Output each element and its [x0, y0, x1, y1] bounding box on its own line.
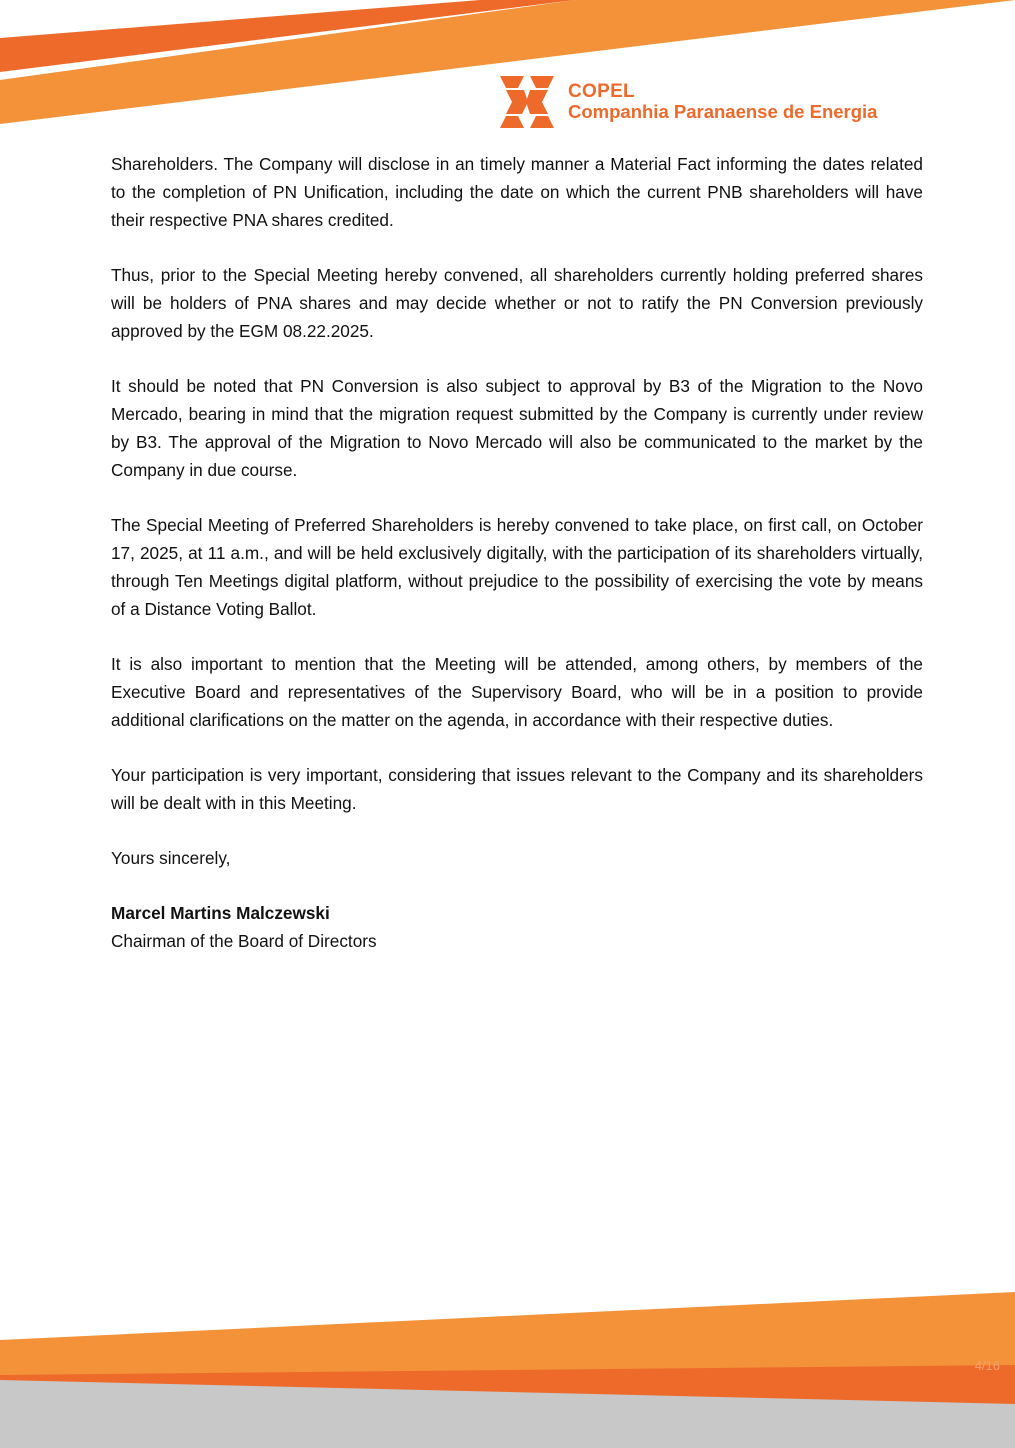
- paragraph: The Special Meeting of Preferred Shareholders is hereby convened to take place, on first call, on October 17, 2025, at 11 a.m., and will be held exclusively digitally, with the participation of its shareholders virtually, through Ten Meetings digital platform, without prejudice to the possibility of exercising the vote by means of a Distance Voting Ballot.: [111, 515, 923, 619]
- footer-decoration: [0, 1280, 1015, 1448]
- company-logo: [498, 74, 877, 130]
- logo-name: COPEL: [568, 81, 635, 102]
- letter-body: [111, 150, 923, 955]
- signature-title: Chairman of the Board of Directors: [111, 931, 377, 951]
- signature-name: Marcel Martins Malczewski: [111, 903, 330, 923]
- copel-logo-icon: [498, 74, 556, 130]
- paragraph: Shareholders. The Company will disclose in an timely manner a Material Fact informing the dates related to the completion of PN Unification, including the date on which the current PNB shareholders will have their respective PNA shares credited.: [111, 154, 923, 230]
- paragraph: Your participation is very important, considering that issues relevant to the Company and its shareholders will be dealt with in this Meeting.: [111, 765, 923, 813]
- paragraph: Thus, prior to the Special Meeting hereby convened, all shareholders currently holding preferred shares will be holders of PNA shares and may decide whether or not to ratify the PN Conversion previously approved by the EGM 08.22.2025.: [111, 265, 923, 341]
- paragraph: It is also important to mention that the Meeting will be attended, among others, by members of the Executive Board and representatives of the Supervisory Board, who will be in a position to provide additional clarifications on the matter on the agenda, in accordance with their respective duties.: [111, 654, 923, 730]
- logo-full-name: Companhia Paranaense de Energia: [568, 101, 878, 123]
- closing: Yours sincerely,: [111, 848, 231, 868]
- paragraph: It should be noted that PN Conversion is also subject to approval by B3 of the Migration to the Novo Mercado, bearing in mind that the migration request submitted by the Company is currently under review by B3. The approval of the Migration to Novo Mercado will also be communicated to the market by the Company in due course.: [111, 376, 923, 480]
- page-number: 4/16: [974, 1358, 1000, 1373]
